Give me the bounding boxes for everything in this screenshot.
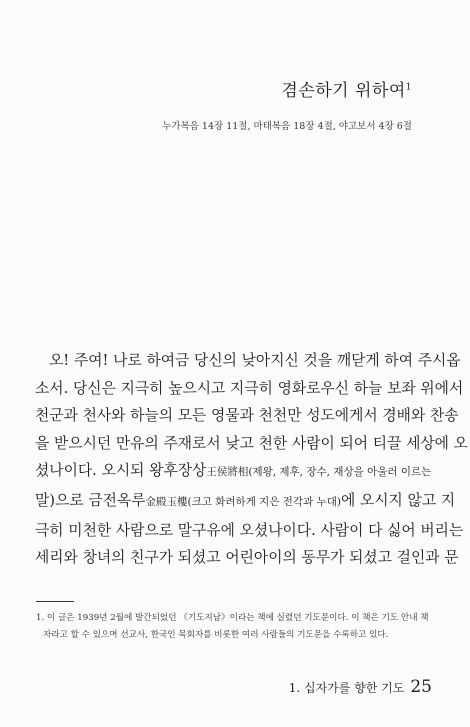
gloss-text: (제왕, 제후, 장수, 재상을 아울러 이르는 (248, 466, 432, 479)
running-footer (289, 677, 432, 697)
title-text: 겸손하기 위하여 (281, 81, 406, 101)
body-line: 천군과 천사와 하늘의 모든 영물과 천천만 성도에게서 경배와 찬송 (35, 407, 459, 425)
body-line (35, 487, 456, 517)
body-line: 극히 미천한 사람으로 말구유에 오셨나이다. 사람이 다 싫어 버리는 (35, 521, 464, 539)
hanja-term: 王侯將相 (206, 466, 249, 479)
body-text: 셨나이다. 오시되 왕후장상 (35, 462, 207, 480)
page-title (281, 76, 412, 101)
footnote (36, 610, 429, 644)
body-text: 에 오시지 않고 지 (340, 491, 456, 509)
footnote-divider (36, 601, 74, 602)
footnote-line: 1. 이 글은 1939년 2월에 발간되었던 《기도지남》이라는 책에 실렸던 기도문이다. 이 책은 기도 안내 책 (36, 613, 429, 623)
footnote-line: 자라고 할 수 있으며 선교사, 한국인 목회자를 비롯한 여러 사람들의 기도문을 수록하고 있다. (43, 630, 389, 640)
body-text: 말)으로 금전옥루 (35, 491, 146, 509)
footnote-marker: 1 (405, 82, 412, 93)
body-line: 세리와 창녀의 친구가 되셨고 어린아이의 동무가 되셨고 걸인과 문 (35, 549, 459, 567)
page-number: 25 (410, 677, 432, 697)
hanja-term: 金殿玉樓 (145, 495, 188, 508)
body-line: 을 받으시던 만유의 주재로서 낮고 천한 사람이 되어 티끌 세상에 오 (35, 434, 468, 452)
body-line: 오! 주여! 나로 하여금 당신의 낮아지신 것을 깨닫게 하여 주시옵 (49, 352, 461, 369)
body-line (35, 457, 432, 487)
chapter-label: 1. 십자가를 향한 기도 (288, 681, 405, 695)
body-line: 소서. 당신은 지극히 높으시고 지극히 영화로우신 하늘 보좌 위에서 (35, 379, 464, 397)
scripture-reference: 누가복음 14장 11절, 마태복음 18장 4절, 야고보서 4장 6절 (162, 121, 412, 132)
prayer-body (35, 347, 468, 572)
gloss-text: (크고 화려하게 지은 전각과 누대) (187, 495, 341, 508)
